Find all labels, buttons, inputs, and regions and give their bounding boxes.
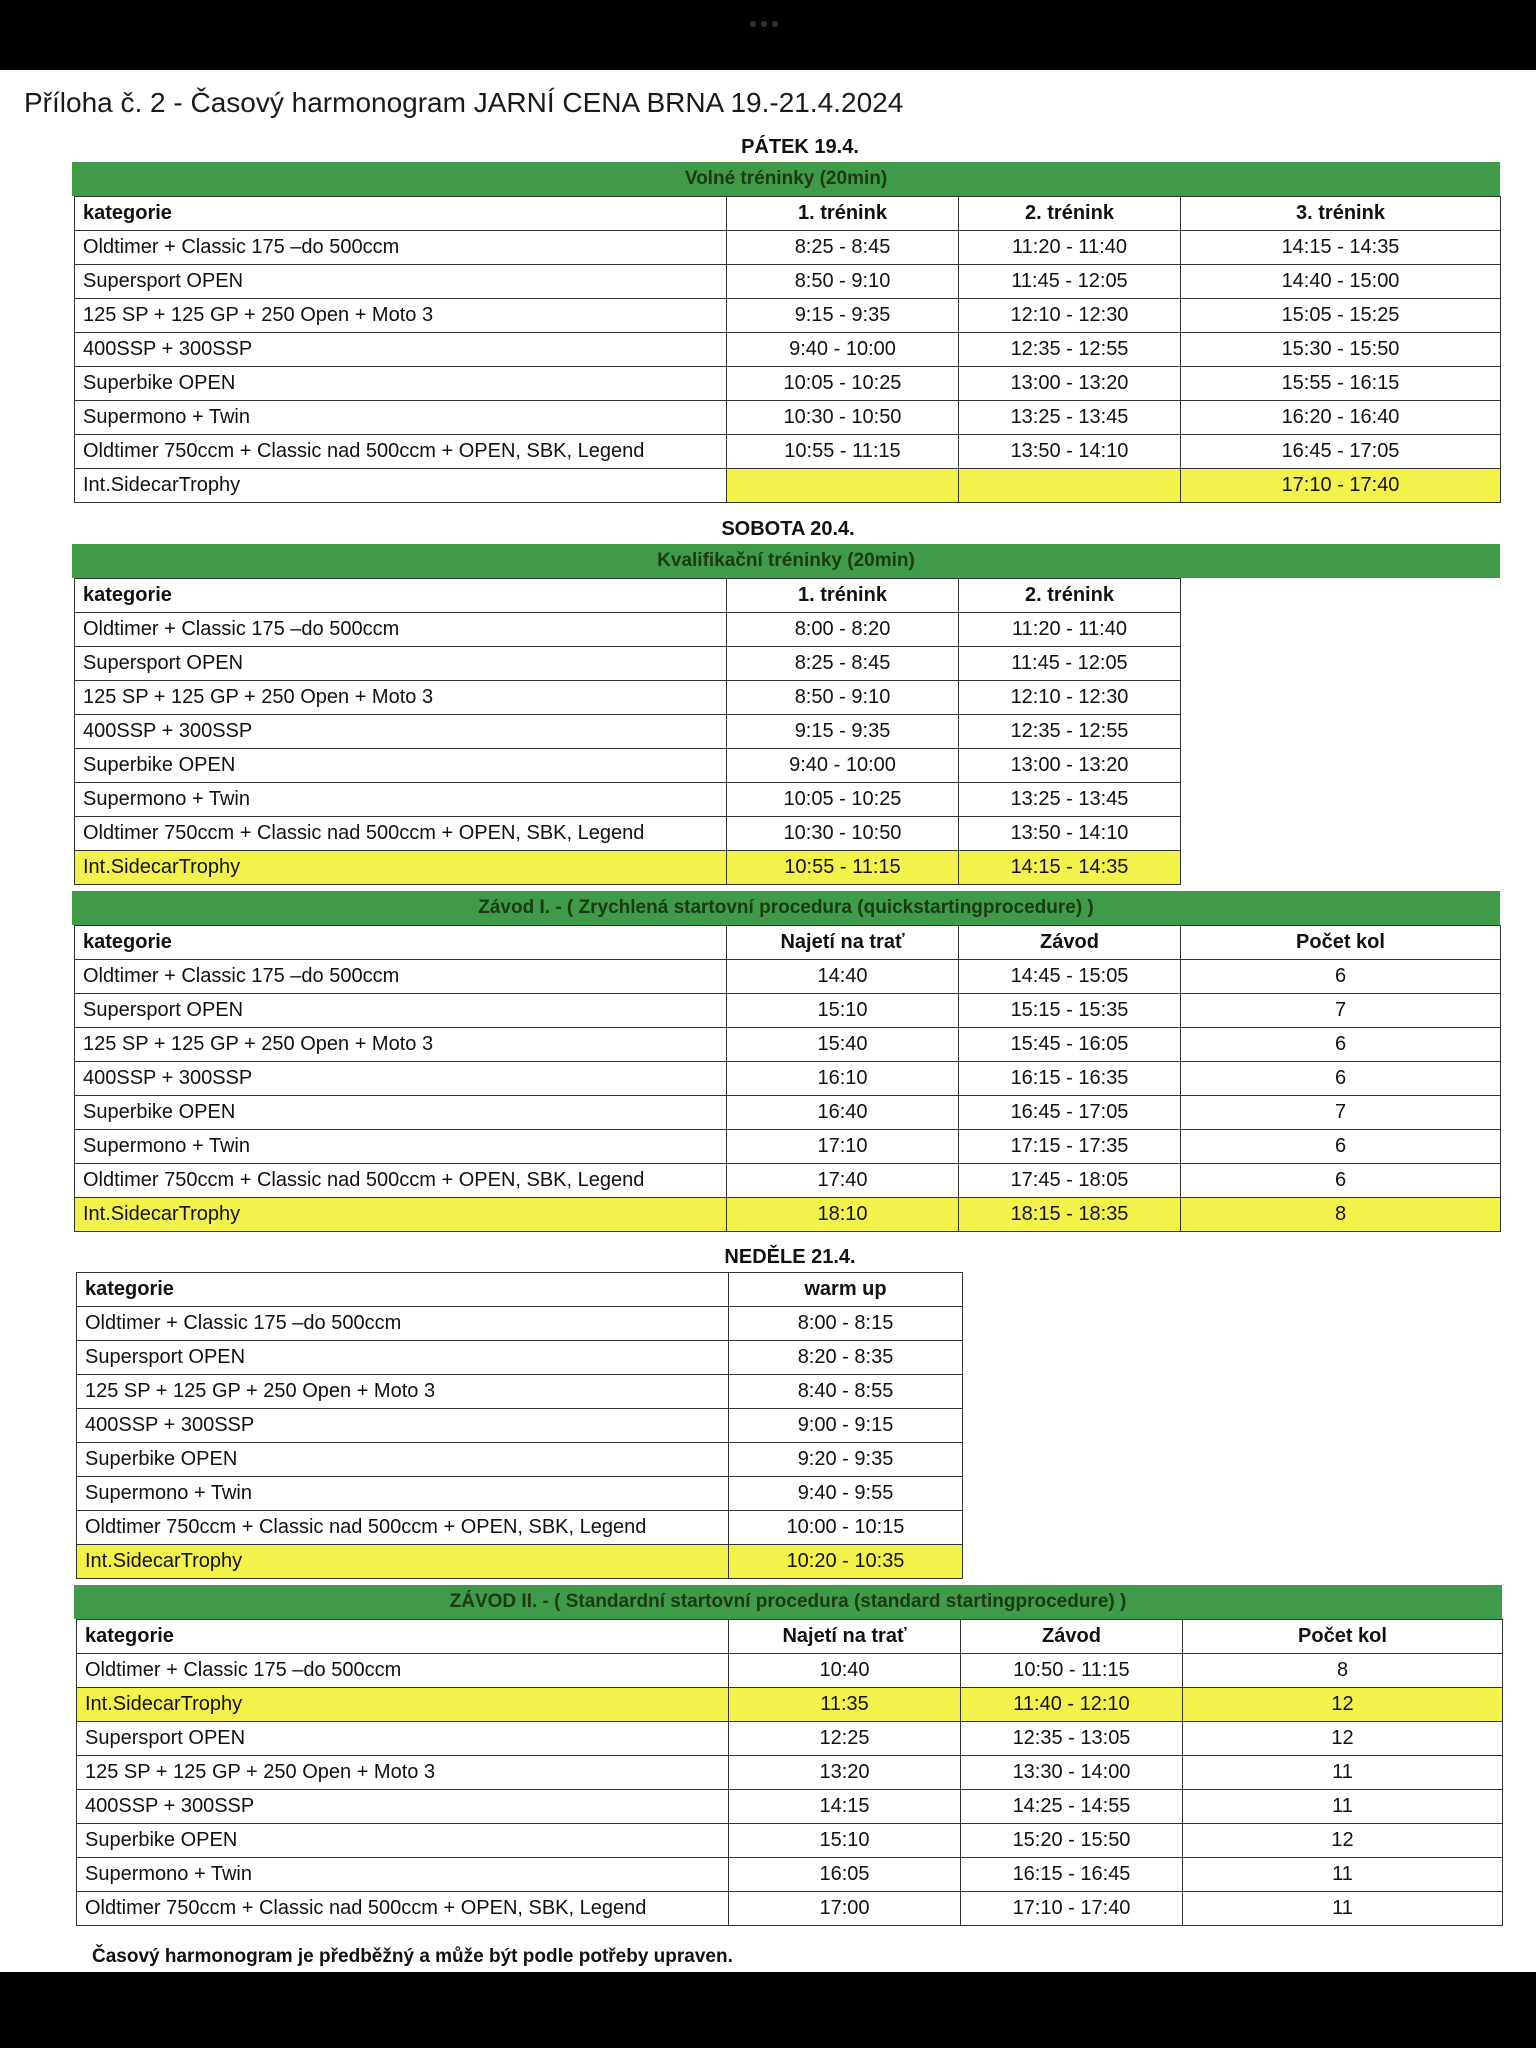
document-page <box>0 70 1536 1972</box>
table-race-2 <box>76 1619 1503 1926</box>
time-cell: 18:15 - 18:35 <box>959 1198 1181 1232</box>
table-row <box>75 1096 1501 1130</box>
category-cell: Oldtimer 750ccm + Classic nad 500ccm + OPEN, SBK, Legend <box>77 1892 729 1926</box>
time-cell: 15:40 <box>727 1028 959 1062</box>
time-cell: 6 <box>1181 1130 1501 1164</box>
time-cell: 8:50 - 9:10 <box>727 265 959 299</box>
table-row <box>75 265 1501 299</box>
table-header-row <box>75 926 1501 960</box>
table-race-1 <box>74 925 1501 1232</box>
time-cell: 11:20 - 11:40 <box>959 613 1181 647</box>
table-row <box>77 1892 1503 1926</box>
column-header: 2. trénink <box>959 197 1181 231</box>
time-cell: 15:30 - 15:50 <box>1181 333 1501 367</box>
time-cell: 17:10 - 17:40 <box>961 1892 1183 1926</box>
time-cell: 8:20 - 8:35 <box>729 1341 963 1375</box>
category-cell: Supermono + Twin <box>75 783 727 817</box>
column-header: 1. trénink <box>727 579 959 613</box>
table-row <box>75 1028 1501 1062</box>
category-cell: 400SSP + 300SSP <box>77 1409 729 1443</box>
time-cell: 13:20 <box>729 1756 961 1790</box>
band-free-practice: Volné tréninky (20min) <box>72 162 1500 196</box>
time-cell: 13:50 - 14:10 <box>959 817 1181 851</box>
table-header-row <box>75 579 1181 613</box>
time-cell: 9:15 - 9:35 <box>727 715 959 749</box>
column-header: kategorie <box>75 926 727 960</box>
time-cell: 8 <box>1183 1654 1503 1688</box>
column-header: Počet kol <box>1183 1620 1503 1654</box>
time-cell: 16:45 - 17:05 <box>959 1096 1181 1130</box>
category-cell: Supersport OPEN <box>75 994 727 1028</box>
category-cell: Superbike OPEN <box>77 1824 729 1858</box>
time-cell: 7 <box>1181 1096 1501 1130</box>
time-cell: 13:00 - 13:20 <box>959 367 1181 401</box>
category-cell: Supermono + Twin <box>77 1477 729 1511</box>
time-cell: 6 <box>1181 1028 1501 1062</box>
table-row <box>75 1198 1501 1232</box>
time-cell: 17:10 <box>727 1130 959 1164</box>
table-row <box>75 367 1501 401</box>
day-heading-sunday: NEDĚLE 21.4. <box>724 1246 856 1268</box>
time-cell: 14:45 - 15:05 <box>959 960 1181 994</box>
time-cell: 12:25 <box>729 1722 961 1756</box>
category-cell: 125 SP + 125 GP + 250 Open + Moto 3 <box>77 1756 729 1790</box>
category-cell: Oldtimer 750ccm + Classic nad 500ccm + OPEN, SBK, Legend <box>75 817 727 851</box>
time-cell: 11 <box>1183 1790 1503 1824</box>
category-cell: Int.SidecarTrophy <box>75 469 727 503</box>
time-cell: 16:15 - 16:45 <box>961 1858 1183 1892</box>
table-row <box>75 715 1181 749</box>
column-header: 3. trénink <box>1181 197 1501 231</box>
time-cell: 13:25 - 13:45 <box>959 401 1181 435</box>
category-cell: Oldtimer + Classic 175 –do 500ccm <box>75 231 727 265</box>
column-header: warm up <box>729 1273 963 1307</box>
time-cell: 13:25 - 13:45 <box>959 783 1181 817</box>
status-dots-icon <box>750 14 786 22</box>
time-cell: 8:50 - 9:10 <box>727 681 959 715</box>
time-cell: 15:45 - 16:05 <box>959 1028 1181 1062</box>
time-cell: 16:45 - 17:05 <box>1181 435 1501 469</box>
time-cell: 12:10 - 12:30 <box>959 299 1181 333</box>
time-cell: 10:00 - 10:15 <box>729 1511 963 1545</box>
category-cell: Oldtimer 750ccm + Classic nad 500ccm + OPEN, SBK, Legend <box>75 1164 727 1198</box>
time-cell: 8:25 - 8:45 <box>727 231 959 265</box>
table-row <box>75 681 1181 715</box>
column-header: kategorie <box>77 1620 729 1654</box>
time-cell: 9:20 - 9:35 <box>729 1443 963 1477</box>
time-cell: 9:40 - 9:55 <box>729 1477 963 1511</box>
column-header: kategorie <box>77 1273 729 1307</box>
time-cell: 14:40 - 15:00 <box>1181 265 1501 299</box>
table-row <box>77 1688 1503 1722</box>
time-cell: 8 <box>1181 1198 1501 1232</box>
time-cell: 14:15 - 14:35 <box>1181 231 1501 265</box>
time-cell: 13:00 - 13:20 <box>959 749 1181 783</box>
table-row <box>75 435 1501 469</box>
time-cell: 13:30 - 14:00 <box>961 1756 1183 1790</box>
table-row <box>77 1477 963 1511</box>
category-cell: Supersport OPEN <box>77 1341 729 1375</box>
time-cell: 11:20 - 11:40 <box>959 231 1181 265</box>
time-cell: 17:15 - 17:35 <box>959 1130 1181 1164</box>
table-row <box>77 1824 1503 1858</box>
table-row <box>77 1409 963 1443</box>
table-row <box>75 851 1181 885</box>
table-row <box>75 333 1501 367</box>
time-cell: 10:30 - 10:50 <box>727 401 959 435</box>
table-header-row <box>75 197 1501 231</box>
category-cell: 400SSP + 300SSP <box>75 333 727 367</box>
table-row <box>77 1341 963 1375</box>
category-cell: Supersport OPEN <box>77 1722 729 1756</box>
category-cell: 125 SP + 125 GP + 250 Open + Moto 3 <box>75 681 727 715</box>
table-row <box>75 613 1181 647</box>
category-cell: Oldtimer 750ccm + Classic nad 500ccm + OPEN, SBK, Legend <box>75 435 727 469</box>
category-cell: Superbike OPEN <box>75 749 727 783</box>
time-cell: 11 <box>1183 1858 1503 1892</box>
category-cell: Oldtimer + Classic 175 –do 500ccm <box>77 1654 729 1688</box>
table-row <box>75 1062 1501 1096</box>
category-cell: Superbike OPEN <box>77 1443 729 1477</box>
time-cell: 15:10 <box>729 1824 961 1858</box>
band-race-2: ZÁVOD II. - ( Standardní startovní procedura (standard startingprocedure) ) <box>74 1585 1502 1619</box>
table-row <box>75 1130 1501 1164</box>
time-cell: 12:10 - 12:30 <box>959 681 1181 715</box>
table-row <box>75 647 1181 681</box>
category-cell: 125 SP + 125 GP + 250 Open + Moto 3 <box>75 299 727 333</box>
time-cell: 12 <box>1183 1824 1503 1858</box>
time-cell: 10:20 - 10:35 <box>729 1545 963 1579</box>
time-cell: 7 <box>1181 994 1501 1028</box>
time-cell: 16:15 - 16:35 <box>959 1062 1181 1096</box>
table-row <box>77 1756 1503 1790</box>
time-cell: 14:25 - 14:55 <box>961 1790 1183 1824</box>
time-cell: 15:10 <box>727 994 959 1028</box>
category-cell: Oldtimer 750ccm + Classic nad 500ccm + OPEN, SBK, Legend <box>77 1511 729 1545</box>
time-cell: 12 <box>1183 1722 1503 1756</box>
time-cell: 10:50 - 11:15 <box>961 1654 1183 1688</box>
category-cell: Supermono + Twin <box>75 401 727 435</box>
category-cell: Supersport OPEN <box>75 265 727 299</box>
category-cell: 400SSP + 300SSP <box>75 715 727 749</box>
time-cell: 10:55 - 11:15 <box>727 435 959 469</box>
time-cell: 10:40 <box>729 1654 961 1688</box>
category-cell: Int.SidecarTrophy <box>77 1688 729 1722</box>
time-cell: 15:55 - 16:15 <box>1181 367 1501 401</box>
time-cell: 14:15 <box>729 1790 961 1824</box>
time-cell: 8:00 - 8:15 <box>729 1307 963 1341</box>
table-row <box>77 1511 963 1545</box>
document-title: Příloha č. 2 - Časový harmonogram JARNÍ CENA BRNA 19.-21.4.2024 <box>24 87 904 118</box>
time-cell: 11:45 - 12:05 <box>959 647 1181 681</box>
category-cell: Superbike OPEN <box>75 1096 727 1130</box>
footnote: Časový harmonogram je předběžný a může být podle potřeby upraven. <box>92 1946 733 1967</box>
table-row <box>75 994 1501 1028</box>
time-cell: 6 <box>1181 960 1501 994</box>
column-header: 2. trénink <box>959 579 1181 613</box>
category-cell: Supermono + Twin <box>77 1858 729 1892</box>
category-cell: 125 SP + 125 GP + 250 Open + Moto 3 <box>75 1028 727 1062</box>
category-cell: 400SSP + 300SSP <box>77 1790 729 1824</box>
table-header-row <box>77 1273 963 1307</box>
time-cell: 15:15 - 15:35 <box>959 994 1181 1028</box>
time-cell: 11 <box>1183 1892 1503 1926</box>
band-race-1: Závod I. - ( Zrychlená startovní procedura (quickstartingprocedure) ) <box>72 891 1500 925</box>
column-header: kategorie <box>75 579 727 613</box>
category-cell: Int.SidecarTrophy <box>75 1198 727 1232</box>
table-row <box>77 1545 963 1579</box>
time-cell: 15:05 - 15:25 <box>1181 299 1501 333</box>
time-cell: 8:40 - 8:55 <box>729 1375 963 1409</box>
table-header-row <box>77 1620 1503 1654</box>
category-cell: 125 SP + 125 GP + 250 Open + Moto 3 <box>77 1375 729 1409</box>
table-qualifying <box>74 578 1181 885</box>
day-heading-saturday: SOBOTA 20.4. <box>721 518 855 540</box>
time-cell: 11:45 - 12:05 <box>959 265 1181 299</box>
table-row <box>75 1164 1501 1198</box>
table-row <box>77 1307 963 1341</box>
table-row <box>75 401 1501 435</box>
category-cell: Int.SidecarTrophy <box>77 1545 729 1579</box>
table-row <box>75 299 1501 333</box>
time-cell: 12 <box>1183 1688 1503 1722</box>
time-cell: 9:15 - 9:35 <box>727 299 959 333</box>
table-row <box>75 783 1181 817</box>
table-row <box>75 749 1181 783</box>
time-cell: 10:05 - 10:25 <box>727 367 959 401</box>
time-cell <box>727 469 959 503</box>
column-header: 1. trénink <box>727 197 959 231</box>
column-header: Závod <box>961 1620 1183 1654</box>
time-cell: 9:40 - 10:00 <box>727 333 959 367</box>
column-header: Najetí na trať <box>727 926 959 960</box>
time-cell: 17:40 <box>727 1164 959 1198</box>
category-cell: Supermono + Twin <box>75 1130 727 1164</box>
category-cell: Oldtimer + Classic 175 –do 500ccm <box>77 1307 729 1341</box>
time-cell: 11:35 <box>729 1688 961 1722</box>
day-heading-friday: PÁTEK 19.4. <box>741 136 859 158</box>
category-cell: Superbike OPEN <box>75 367 727 401</box>
table-free-practice <box>74 196 1501 503</box>
time-cell: 6 <box>1181 1164 1501 1198</box>
time-cell: 17:10 - 17:40 <box>1181 469 1501 503</box>
time-cell: 12:35 - 13:05 <box>961 1722 1183 1756</box>
time-cell: 10:30 - 10:50 <box>727 817 959 851</box>
category-cell: 400SSP + 300SSP <box>75 1062 727 1096</box>
table-row <box>75 817 1181 851</box>
table-row <box>77 1654 1503 1688</box>
time-cell: 8:00 - 8:20 <box>727 613 959 647</box>
table-warm-up <box>76 1272 963 1579</box>
time-cell: 16:05 <box>729 1858 961 1892</box>
band-qualifying: Kvalifikační tréninky (20min) <box>72 544 1500 578</box>
time-cell: 12:35 - 12:55 <box>959 715 1181 749</box>
time-cell: 16:10 <box>727 1062 959 1096</box>
time-cell: 12:35 - 12:55 <box>959 333 1181 367</box>
time-cell: 10:55 - 11:15 <box>727 851 959 885</box>
time-cell: 9:40 - 10:00 <box>727 749 959 783</box>
table-row <box>77 1722 1503 1756</box>
table-row <box>75 469 1501 503</box>
time-cell: 16:40 <box>727 1096 959 1130</box>
column-header: Počet kol <box>1181 926 1501 960</box>
time-cell: 10:05 - 10:25 <box>727 783 959 817</box>
column-header: Závod <box>959 926 1181 960</box>
column-header: Najetí na trať <box>729 1620 961 1654</box>
table-row <box>77 1790 1503 1824</box>
time-cell: 18:10 <box>727 1198 959 1232</box>
column-header: kategorie <box>75 197 727 231</box>
time-cell: 14:15 - 14:35 <box>959 851 1181 885</box>
table-row <box>77 1858 1503 1892</box>
table-row <box>77 1375 963 1409</box>
time-cell: 11:40 - 12:10 <box>961 1688 1183 1722</box>
table-row <box>75 960 1501 994</box>
time-cell <box>959 469 1181 503</box>
time-cell: 8:25 - 8:45 <box>727 647 959 681</box>
time-cell: 15:20 - 15:50 <box>961 1824 1183 1858</box>
time-cell: 11 <box>1183 1756 1503 1790</box>
time-cell: 17:45 - 18:05 <box>959 1164 1181 1198</box>
time-cell: 13:50 - 14:10 <box>959 435 1181 469</box>
category-cell: Oldtimer + Classic 175 –do 500ccm <box>75 960 727 994</box>
table-row <box>77 1443 963 1477</box>
table-row <box>75 231 1501 265</box>
time-cell: 17:00 <box>729 1892 961 1926</box>
category-cell: Int.SidecarTrophy <box>75 851 727 885</box>
time-cell: 16:20 - 16:40 <box>1181 401 1501 435</box>
time-cell: 14:40 <box>727 960 959 994</box>
category-cell: Oldtimer + Classic 175 –do 500ccm <box>75 613 727 647</box>
time-cell: 9:00 - 9:15 <box>729 1409 963 1443</box>
time-cell: 6 <box>1181 1062 1501 1096</box>
category-cell: Supersport OPEN <box>75 647 727 681</box>
